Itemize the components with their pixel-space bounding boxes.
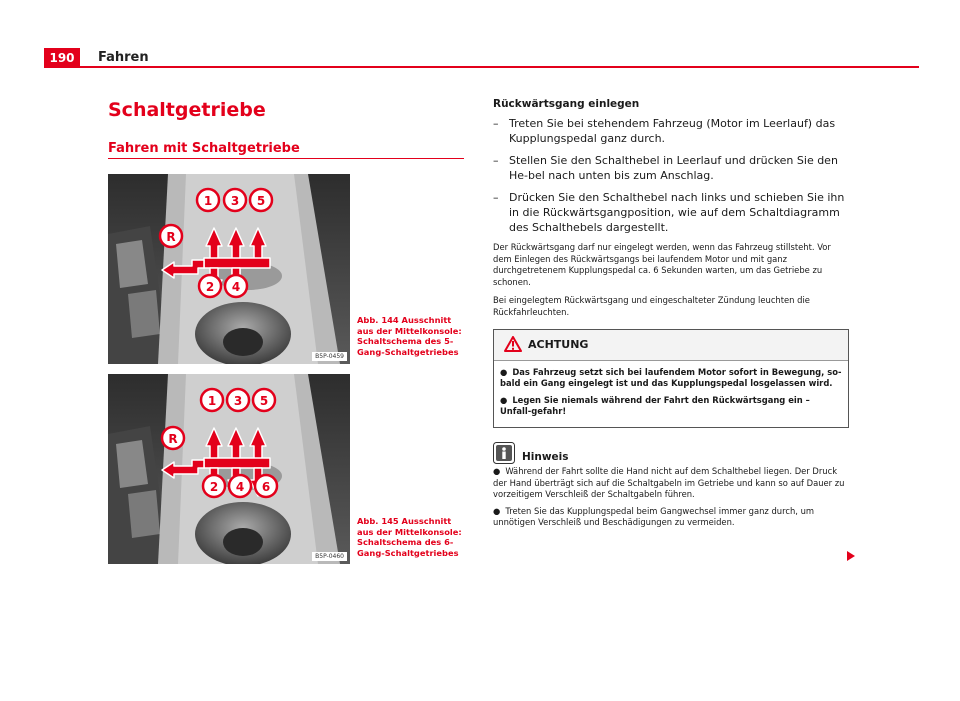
gear-label-4-text: 4 xyxy=(235,480,245,494)
info-icon xyxy=(493,442,515,464)
bullet: ● xyxy=(500,366,508,377)
brake-pedal xyxy=(128,490,160,538)
step-text: Treten Sie bei stehendem Fahrzeug (Motor im Leerlauf) das Kupplungspedal ganz durch. xyxy=(509,117,836,145)
bullet: ● xyxy=(493,465,501,476)
step-dash: – xyxy=(493,191,499,204)
step-item xyxy=(493,116,849,146)
page-title: Schaltgetriebe xyxy=(108,99,266,121)
warning-icon xyxy=(504,336,522,352)
gear-label-4-text: 4 xyxy=(231,280,241,294)
gear-label-r-text: R xyxy=(166,230,176,244)
note-header xyxy=(493,440,849,466)
gear-diagram-5 xyxy=(108,174,350,364)
note-item xyxy=(493,466,849,501)
gear-label-3-text: 3 xyxy=(230,194,240,208)
bullet: ● xyxy=(493,505,501,516)
gear-label-1-text: 1 xyxy=(207,394,217,408)
warning-header xyxy=(494,330,848,361)
section-title: Rückwärtsgang einlegen xyxy=(493,98,640,110)
note-title: Hinweis xyxy=(522,450,569,463)
gear-label-6-text: 6 xyxy=(261,480,271,494)
gear-label-2-text: 2 xyxy=(209,480,219,494)
right-column xyxy=(493,98,849,534)
step-item xyxy=(493,153,849,183)
note-item xyxy=(493,506,849,529)
section-subtitle: Fahren mit Schaltgetriebe xyxy=(108,141,300,156)
bullet: ● xyxy=(500,394,508,405)
brake-pedal xyxy=(128,290,160,338)
figure-caption: Abb. 145 Ausschnitt aus der Mittelkonsole: Schaltschema des 6-Gang-Schaltgetriebes xyxy=(357,516,462,558)
figure-5-gear xyxy=(108,174,350,364)
step-dash: – xyxy=(493,154,499,167)
gear-label-3-text: 3 xyxy=(233,394,243,408)
step-dash: – xyxy=(493,117,499,130)
gear-label-5-text: 5 xyxy=(256,194,266,208)
page-number: 190 xyxy=(44,48,80,68)
warning-item xyxy=(500,395,842,418)
step-text: Stellen Sie den Schalthebel in Leerlauf und drücken Sie den He-bel nach unten bis zum Anschlag. xyxy=(509,154,838,182)
warning-item xyxy=(500,367,842,390)
warning-item-text: Das Fahrzeug setzt sich bei laufendem Motor sofort in Bewegung, so-bald ein Gang eingelegt ist und das Kupplungspedal losgelassen wird. xyxy=(500,366,842,389)
note-item-text: Treten Sie das Kupplungspedal beim Gangwechsel immer ganz durch, um unnötigen Verschleiß und Beschädigungen zu vermeiden. xyxy=(493,505,815,528)
step-item xyxy=(493,190,849,235)
header-divider xyxy=(44,66,919,68)
gear-label-5-text: 5 xyxy=(259,394,269,408)
gear-label-1-text: 1 xyxy=(203,194,213,208)
warning-item-text: Legen Sie niemals während der Fahrt den Rückwärtsgang ein – Unfall-gefahr! xyxy=(500,394,810,417)
gear-knob xyxy=(223,328,263,356)
gear-diagram-6 xyxy=(108,374,350,564)
figure-code: B5P-0459 xyxy=(312,352,347,361)
warning-body xyxy=(494,361,848,427)
warning-title: ACHTUNG xyxy=(528,337,589,351)
gear-label-r-text: R xyxy=(168,432,178,446)
figure-caption: Abb. 144 Ausschnitt aus der Mittelkonsole: Schaltschema des 5-Gang-Schaltgetriebes xyxy=(357,315,462,357)
neutral-bar xyxy=(204,458,270,468)
neutral-bar xyxy=(204,258,270,268)
figure-code: B5P-0460 xyxy=(312,552,347,561)
paragraph: Der Rückwärtsgang darf nur eingelegt werden, wenn das Fahrzeug stillsteht. Vor dem Einlegen des Rückwärtsgangs bei laufendem Motor und mit ganz durchgetretenem Kupplungspedal ca. 6 Sekunden warten, um das Getriebe zu schonen. xyxy=(493,242,831,287)
figure-6-gear xyxy=(108,374,350,564)
gear-knob xyxy=(223,528,263,556)
subtitle-divider xyxy=(108,158,464,159)
gear-label-2-text: 2 xyxy=(205,280,215,294)
note-item-text: Während der Fahrt sollte die Hand nicht auf dem Schalthebel liegen. Der Druck der Hand überträgt sich auf die Schaltgabeln im Getriebe und kann so auf Dauer zu vorzeitigem Verschleiß der Schaltgabeln führen. xyxy=(493,465,845,500)
step-text: Drücken Sie den Schalthebel nach links und schieben Sie ihn in die Rückwärtsgangposition, wie auf dem Schaltdiagramm des Schalthebels dargestellt. xyxy=(509,191,845,234)
chapter-title: Fahren xyxy=(98,50,149,65)
warning-box xyxy=(493,329,849,428)
continue-arrow-icon xyxy=(846,551,856,561)
paragraph: Bei eingelegtem Rückwärtsgang und eingeschalteter Zündung leuchten die Rückfahrleuchten. xyxy=(493,295,810,317)
